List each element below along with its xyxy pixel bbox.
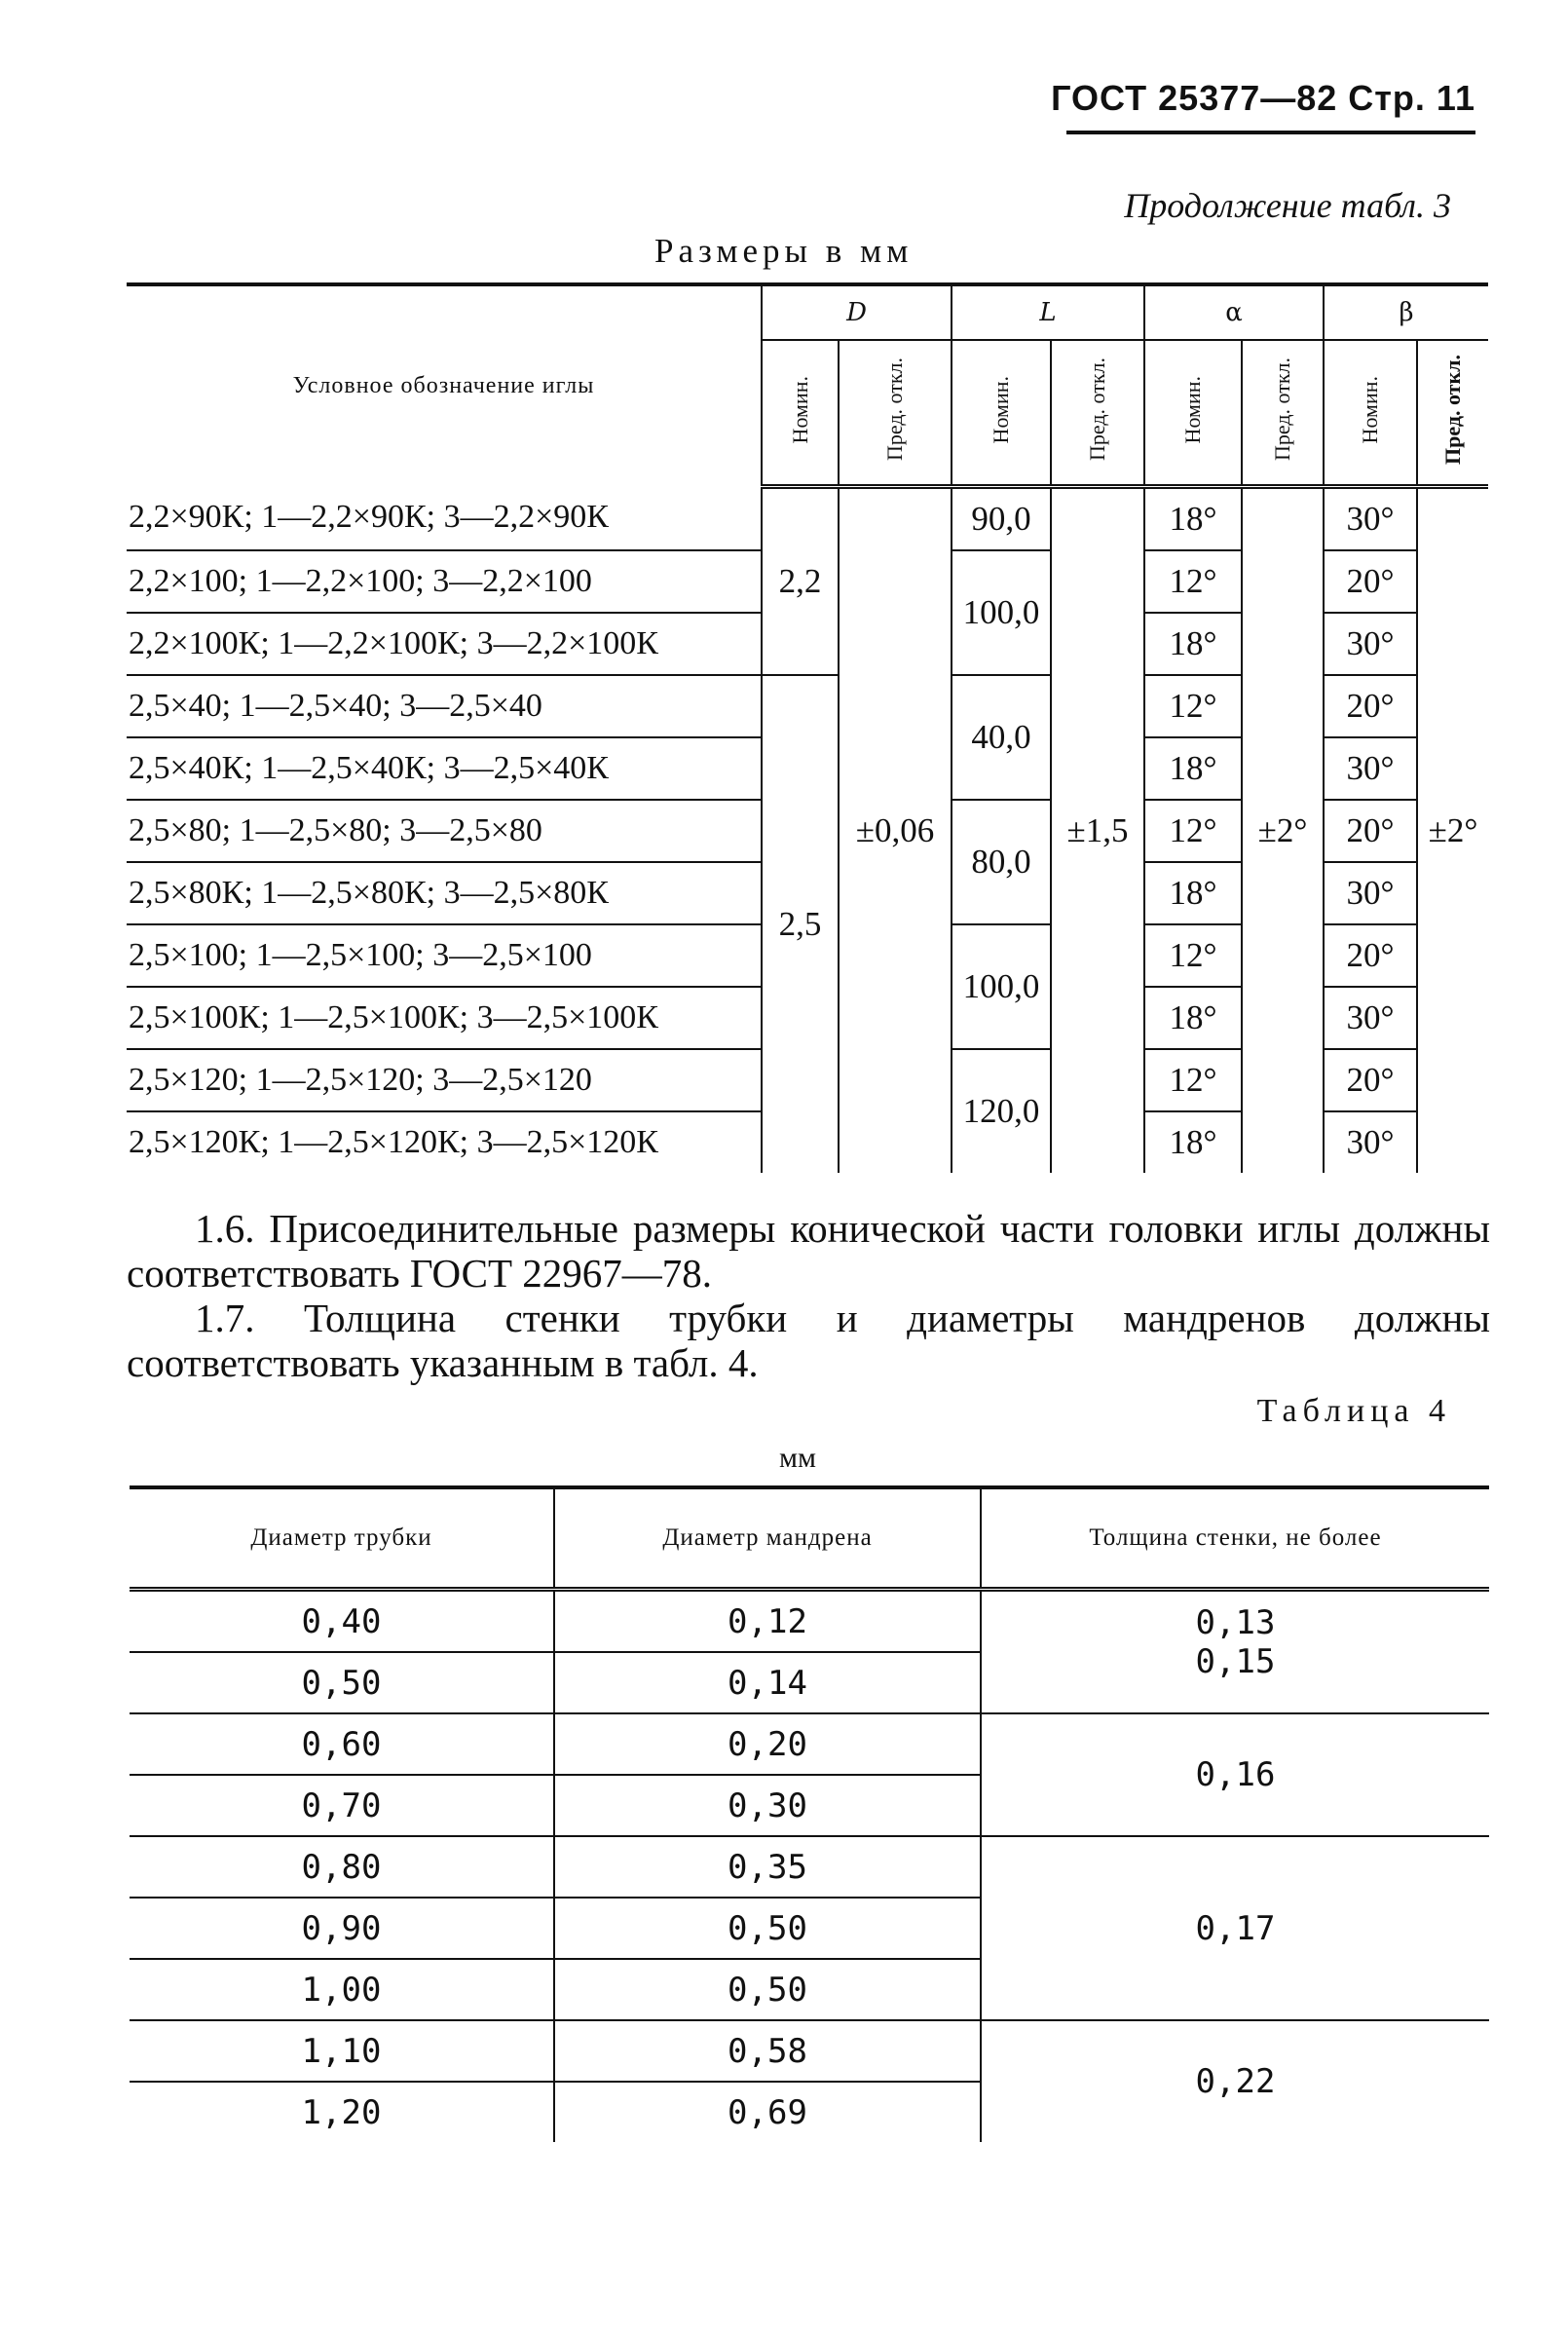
table4-label: Таблица 4 (1256, 1393, 1451, 1429)
tube-diameter: 0,50 (130, 1652, 554, 1713)
alpha-nominal: 12° (1144, 924, 1242, 987)
beta-nominal: 20° (1324, 550, 1417, 613)
table3-units: Размеры в мм (654, 232, 914, 270)
paragraph-1-7: 1.7. Толщина стенки трубки и диаметры мандренов должны соответствовать указанным в табл. 4. (127, 1296, 1490, 1385)
table-row (130, 1713, 1489, 1775)
alpha-nominal: 12° (1144, 1049, 1242, 1111)
beta-nominal: 30° (1324, 987, 1417, 1049)
needle-designation: 2,2×90К; 1—2,2×90К; 3—2,2×90К (127, 486, 762, 550)
paragraph-1-6: 1.6. Присоединительные размеры конической части головки иглы должны соответствовать ГОСТ 22967—78. (127, 1206, 1490, 1296)
alpha-nominal: 18° (1144, 486, 1242, 550)
alpha-nominal: 18° (1144, 862, 1242, 924)
beta-nominal: 30° (1324, 486, 1417, 550)
mandrel-diameter: 0,50 (554, 1898, 981, 1959)
mandrel-diameter: 0,35 (554, 1836, 981, 1898)
mandrel-diameter: 0,69 (554, 2082, 981, 2142)
beta-nominal: 20° (1324, 924, 1417, 987)
alpha-nominal: 18° (1144, 1111, 1242, 1173)
tube-diameter: 0,60 (130, 1713, 554, 1775)
sub-header-deviation: Пред. откл. (882, 357, 908, 462)
sub-header-nominal: Номин. (1358, 375, 1383, 443)
needle-designation: 2,5×100; 1—2,5×100; 3—2,5×100 (127, 924, 762, 987)
col-group-beta: β (1324, 284, 1488, 340)
l-nominal: 80,0 (952, 800, 1051, 924)
sub-header-deviation: Пред. откл. (1440, 354, 1466, 465)
sub-header-nominal: Номин. (989, 375, 1014, 443)
page-header: ГОСТ 25377—82 Стр. 11 (1051, 78, 1475, 118)
l-nominal: 100,0 (952, 924, 1051, 1049)
alpha-nominal: 18° (1144, 987, 1242, 1049)
needle-designation: 2,5×120; 1—2,5×120; 3—2,5×120 (127, 1049, 762, 1111)
needle-designation: 2,5×40К; 1—2,5×40К; 3—2,5×40К (127, 737, 762, 800)
l-nominal: 120,0 (952, 1049, 1051, 1173)
tube-diameter: 1,00 (130, 1959, 554, 2020)
wall-thickness: 0,22 (981, 2020, 1489, 2142)
header-rule (1066, 131, 1475, 134)
alpha-nominal: 18° (1144, 737, 1242, 800)
needle-dimensions-table (127, 282, 1488, 1173)
tube-wall-table (130, 1485, 1489, 2142)
col-header-tube-diameter: Диаметр трубки (130, 1487, 554, 1590)
beta-nominal: 30° (1324, 613, 1417, 675)
l-nominal: 40,0 (952, 675, 1051, 800)
alpha-nominal: 12° (1144, 675, 1242, 737)
beta-nominal: 20° (1324, 675, 1417, 737)
beta-nominal: 30° (1324, 1111, 1417, 1173)
mandrel-diameter: 0,20 (554, 1713, 981, 1775)
table-row (130, 2020, 1489, 2082)
tube-diameter: 0,40 (130, 1590, 554, 1653)
needle-designation: 2,2×100К; 1—2,2×100К; 3—2,2×100К (127, 613, 762, 675)
alpha-nominal: 18° (1144, 613, 1242, 675)
l-deviation: ±1,5 (1051, 486, 1144, 1173)
needle-designation: 2,2×100; 1—2,2×100; 3—2,2×100 (127, 550, 762, 613)
d-nominal: 2,2 (762, 486, 839, 675)
needle-designation: 2,5×40; 1—2,5×40; 3—2,5×40 (127, 675, 762, 737)
mandrel-diameter: 0,50 (554, 1959, 981, 2020)
beta-nominal: 20° (1324, 1049, 1417, 1111)
table-row (130, 1590, 1489, 1653)
mandrel-diameter: 0,30 (554, 1775, 981, 1836)
wall-thickness: 0,17 (981, 1836, 1489, 2020)
needle-designation: 2,5×80; 1—2,5×80; 3—2,5×80 (127, 800, 762, 862)
mandrel-diameter: 0,14 (554, 1652, 981, 1713)
beta-deviation: ±2° (1417, 486, 1488, 1173)
col-group-d: D (762, 284, 952, 340)
alpha-nominal: 12° (1144, 550, 1242, 613)
mandrel-diameter: 0,12 (554, 1590, 981, 1653)
sub-header-nominal: Номин. (1180, 375, 1206, 443)
needle-designation: 2,5×80К; 1—2,5×80К; 3—2,5×80К (127, 862, 762, 924)
sub-header-deviation: Пред. откл. (1085, 357, 1110, 462)
col-group-l: L (952, 284, 1144, 340)
needle-designation: 2,5×100К; 1—2,5×100К; 3—2,5×100К (127, 987, 762, 1049)
tube-diameter: 1,20 (301, 2092, 382, 2132)
tube-diameter: 0,90 (130, 1898, 554, 1959)
wall-thickness: 0,15 (1195, 1642, 1276, 1681)
wall-thickness: 0,13 (1195, 1603, 1276, 1642)
beta-nominal: 30° (1324, 737, 1417, 800)
tube-diameter: 1,10 (130, 2020, 554, 2082)
mandrel-diameter: 0,58 (554, 2020, 981, 2082)
l-nominal: 100,0 (952, 550, 1051, 675)
needle-designation: 2,5×120К; 1—2,5×120К; 3—2,5×120К (129, 1123, 658, 1160)
tube-diameter: 0,70 (130, 1775, 554, 1836)
sub-header-nominal: Номин. (787, 375, 812, 443)
d-nominal: 2,5 (762, 675, 839, 1173)
col-header-wall-thickness: Толщина стенки, не более (981, 1487, 1489, 1590)
alpha-deviation: ±2° (1242, 486, 1324, 1173)
beta-nominal: 30° (1324, 862, 1417, 924)
table-continuation-label: Продолжение табл. 3 (1124, 186, 1451, 225)
table-row (130, 1836, 1489, 1898)
table4-units: мм (779, 1442, 816, 1474)
sub-header-deviation: Пред. откл. (1270, 357, 1295, 462)
table-row (127, 486, 1488, 550)
wall-thickness: 0,16 (981, 1713, 1489, 1836)
alpha-nominal: 12° (1144, 800, 1242, 862)
col-header-mandrel-diameter: Диаметр мандрена (554, 1487, 981, 1590)
tube-diameter: 0,80 (130, 1836, 554, 1898)
wall-thickness-cell (981, 1590, 1489, 1714)
col-group-alpha: α (1144, 284, 1324, 340)
l-nominal: 90,0 (952, 486, 1051, 550)
col-header-designation: Условное обозначение иглы (292, 373, 595, 398)
beta-nominal: 20° (1324, 800, 1417, 862)
d-deviation: ±0,06 (839, 486, 952, 1173)
